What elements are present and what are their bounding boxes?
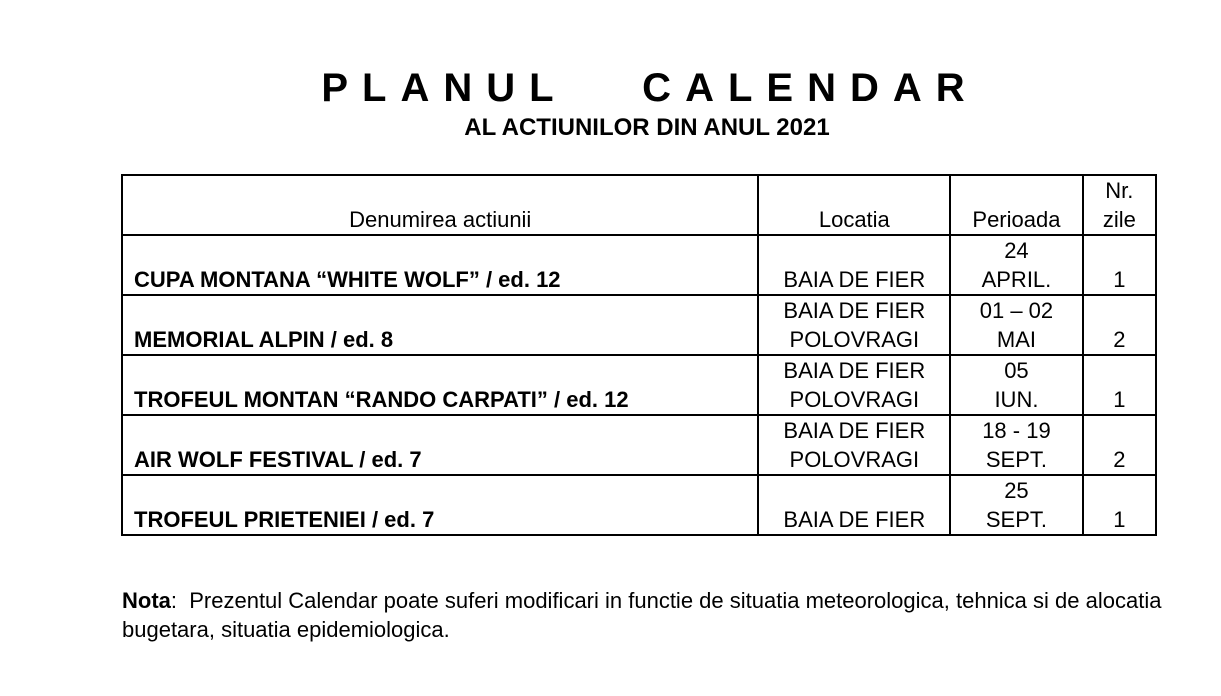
event-period-line1: 05 <box>1004 358 1029 383</box>
table-row <box>122 295 1156 355</box>
event-name: TROFEUL PRIETENIEI / ed. 7 <box>122 475 758 535</box>
event-location <box>758 295 950 355</box>
table-row <box>122 235 1156 295</box>
event-name: CUPA MONTANA “WHITE WOLF” / ed. 12 <box>122 235 758 295</box>
header-name: Denumirea actiunii <box>122 175 758 235</box>
header-days-line1: Nr. <box>1105 178 1134 203</box>
page-title: PLANUL CALENDAR <box>321 66 979 110</box>
event-name: TROFEUL MONTAN “RANDO CARPATI” / ed. 12 <box>122 355 758 415</box>
event-location-line2: POLOVRAGI <box>789 327 920 352</box>
event-location-line1: BAIA DE FIER <box>783 418 926 443</box>
header-period: Perioada <box>950 175 1083 235</box>
event-location <box>758 475 950 535</box>
header-days <box>1083 175 1156 235</box>
event-period-line1: 01 – 02 <box>979 298 1054 323</box>
event-period-line1: 18 - 19 <box>982 418 1051 443</box>
table-row <box>122 415 1156 475</box>
table-header-row <box>122 175 1156 235</box>
event-period <box>950 415 1083 475</box>
footnote <box>122 586 1172 644</box>
event-period <box>950 475 1083 535</box>
event-location-line2: POLOVRAGI <box>789 387 920 412</box>
event-location-line2: BAIA DE FIER <box>783 267 926 292</box>
event-location-line2: BAIA DE FIER <box>783 507 926 532</box>
event-location-line1 <box>759 236 949 265</box>
event-location-line1 <box>759 476 949 505</box>
event-days: 1 <box>1083 475 1156 535</box>
event-period-line2: SEPT. <box>985 507 1047 532</box>
event-location-line1: BAIA DE FIER <box>783 298 926 323</box>
event-period-line2: MAI <box>996 327 1036 352</box>
event-period-line2: APRIL. <box>981 267 1052 292</box>
event-location-line2: POLOVRAGI <box>789 447 920 472</box>
event-days: 1 <box>1083 355 1156 415</box>
event-days: 1 <box>1083 235 1156 295</box>
table-row <box>122 355 1156 415</box>
event-period-line1: 24 <box>1004 238 1029 263</box>
event-name: MEMORIAL ALPIN / ed. 8 <box>122 295 758 355</box>
event-period-line2: IUN. <box>994 387 1039 412</box>
event-days: 2 <box>1083 415 1156 475</box>
calendar-table <box>121 174 1157 536</box>
page-subtitle: AL ACTIUNILOR DIN ANUL 2021 <box>464 114 830 141</box>
event-days: 2 <box>1083 295 1156 355</box>
event-location <box>758 355 950 415</box>
footnote-label: Nota <box>122 588 171 613</box>
event-period-line1: 25 <box>1004 478 1029 503</box>
event-period <box>950 295 1083 355</box>
footnote-separator: : <box>170 588 190 613</box>
event-location-line1: BAIA DE FIER <box>783 358 926 383</box>
footnote-text: Prezentul Calendar poate suferi modificari in functie de situatia meteorologica, tehnica si de alocatia bugetara, situatia epidemiologica. <box>122 588 1162 642</box>
event-period-line2: SEPT. <box>985 447 1047 472</box>
header-location: Locatia <box>758 175 950 235</box>
event-location <box>758 235 950 295</box>
event-period <box>950 355 1083 415</box>
header-days-line2: zile <box>1102 207 1136 232</box>
table-row <box>122 475 1156 535</box>
event-period <box>950 235 1083 295</box>
event-location <box>758 415 950 475</box>
event-name: AIR WOLF FESTIVAL / ed. 7 <box>122 415 758 475</box>
